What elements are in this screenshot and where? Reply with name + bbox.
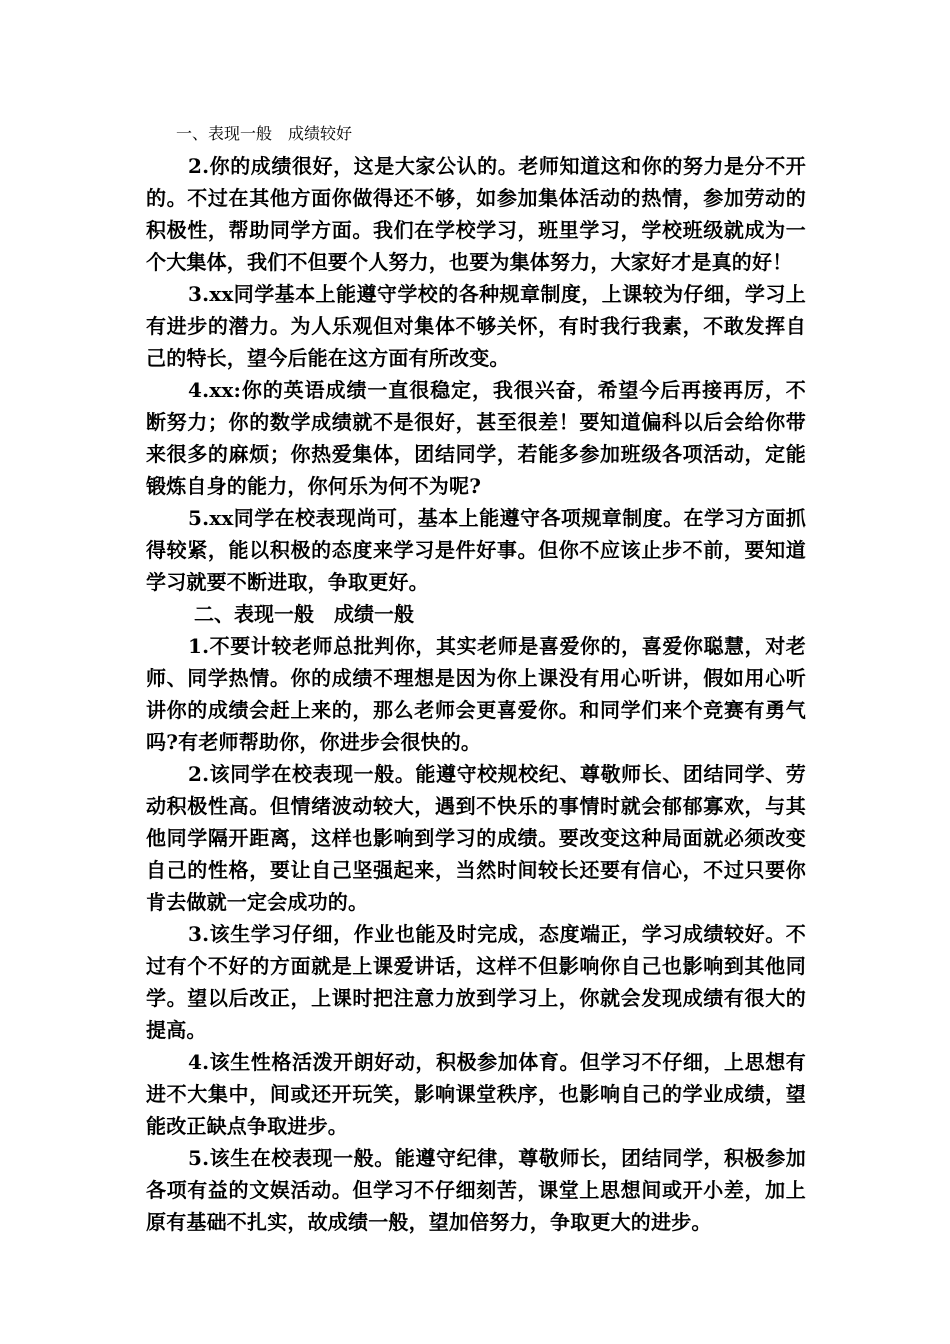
section-2-item-3: 3.该生学习仔细，作业也能及时完成，态度端正，学习成绩较好。不过有个不好的方面就是上课爱讲话，这样不但影响你自己也影响到其他同学。望以后改正，上课时把注意力放到学习上，你就会发现成绩有很大的提高。 xyxy=(146,922,806,1042)
section-1-heading: 一、表现一般 成绩较好 xyxy=(176,124,353,143)
section-2-item-1: 1.不要计较老师总批判你，其实老师是喜爱你的，喜爱你聪慧，对老师、同学热情。你的成绩不理想是因为你上课没有用心听讲，假如用心听讲你的成绩会赶上来的，那么老师会更喜爱你。和同学们来个竞赛有勇气吗?有老师帮助你，你进步会很快的。 xyxy=(146,634,806,754)
section-2-item-5: 5.该生在校表现一般。能遵守纪律，尊敬师长，团结同学，积极参加各项有益的文娱活动。但学习不仔细刻苦，课堂上思想间或开小差，加上原有基础不扎实，故成绩一般，望加倍努力，争取更大的进步。 xyxy=(146,1146,806,1234)
section-1-item-3: 3.xx同学基本上能遵守学校的各种规章制度，上课较为仔细，学习上有进步的潜力。为人乐观但对集体不够关怀，有时我行我素，不敢发挥自己的特长，望今后能在这方面有所改变。 xyxy=(146,282,806,370)
section-2-item-2: 2.该同学在校表现一般。能遵守校规校纪、尊敬师长、团结同学、劳动积极性高。但情绪波动较大，遇到不快乐的事情时就会郁郁寡欢，与其他同学隔开距离，这样也影响到学习的成绩。要改变这种局面就必须改变自己的性格，要让自己坚强起来，当然时间较长还要有信心，不过只要你肯去做就一定会成功的。 xyxy=(146,762,806,914)
section-2-item-4: 4.该生性格活泼开朗好动，积极参加体育。但学习不仔细，上思想有进不大集中，间或还开玩笑，影响课堂秩序，也影响自己的学业成绩，望能改正缺点争取进步。 xyxy=(146,1050,806,1138)
section-1-item-5: 5.xx同学在校表现尚可，基本上能遵守各项规章制度。在学习方面抓得较紧，能以积极的态度来学习是件好事。但你不应该止步不前，要知道学习就要不断进取，争取更好。 xyxy=(146,506,806,594)
section-1-item-4: 4.xx:你的英语成绩一直很稳定，我很兴奋，希望今后再接再厉，不断努力；你的数学成绩就不是很好，甚至很差！要知道偏科以后会给你带来很多的麻烦；你热爱集体，团结同学，若能多参加班级各项活动，定能锻炼自身的能力，你何乐为何不为呢? xyxy=(146,378,806,498)
document-body xyxy=(146,118,806,1238)
section-2-heading: 二、表现一般 成绩一般 xyxy=(194,602,414,626)
section-1-item-2: 2.你的成绩很好，这是大家公认的。老师知道这和你的努力是分不开的。不过在其他方面你做得还不够，如参加集体活动的热情，参加劳动的积极性，帮助同学方面。我们在学校学习，班里学习，学校班级就成为一个大集体，我们不但要个人努力，也要为集体努力，大家好才是真的好！ xyxy=(146,154,806,274)
